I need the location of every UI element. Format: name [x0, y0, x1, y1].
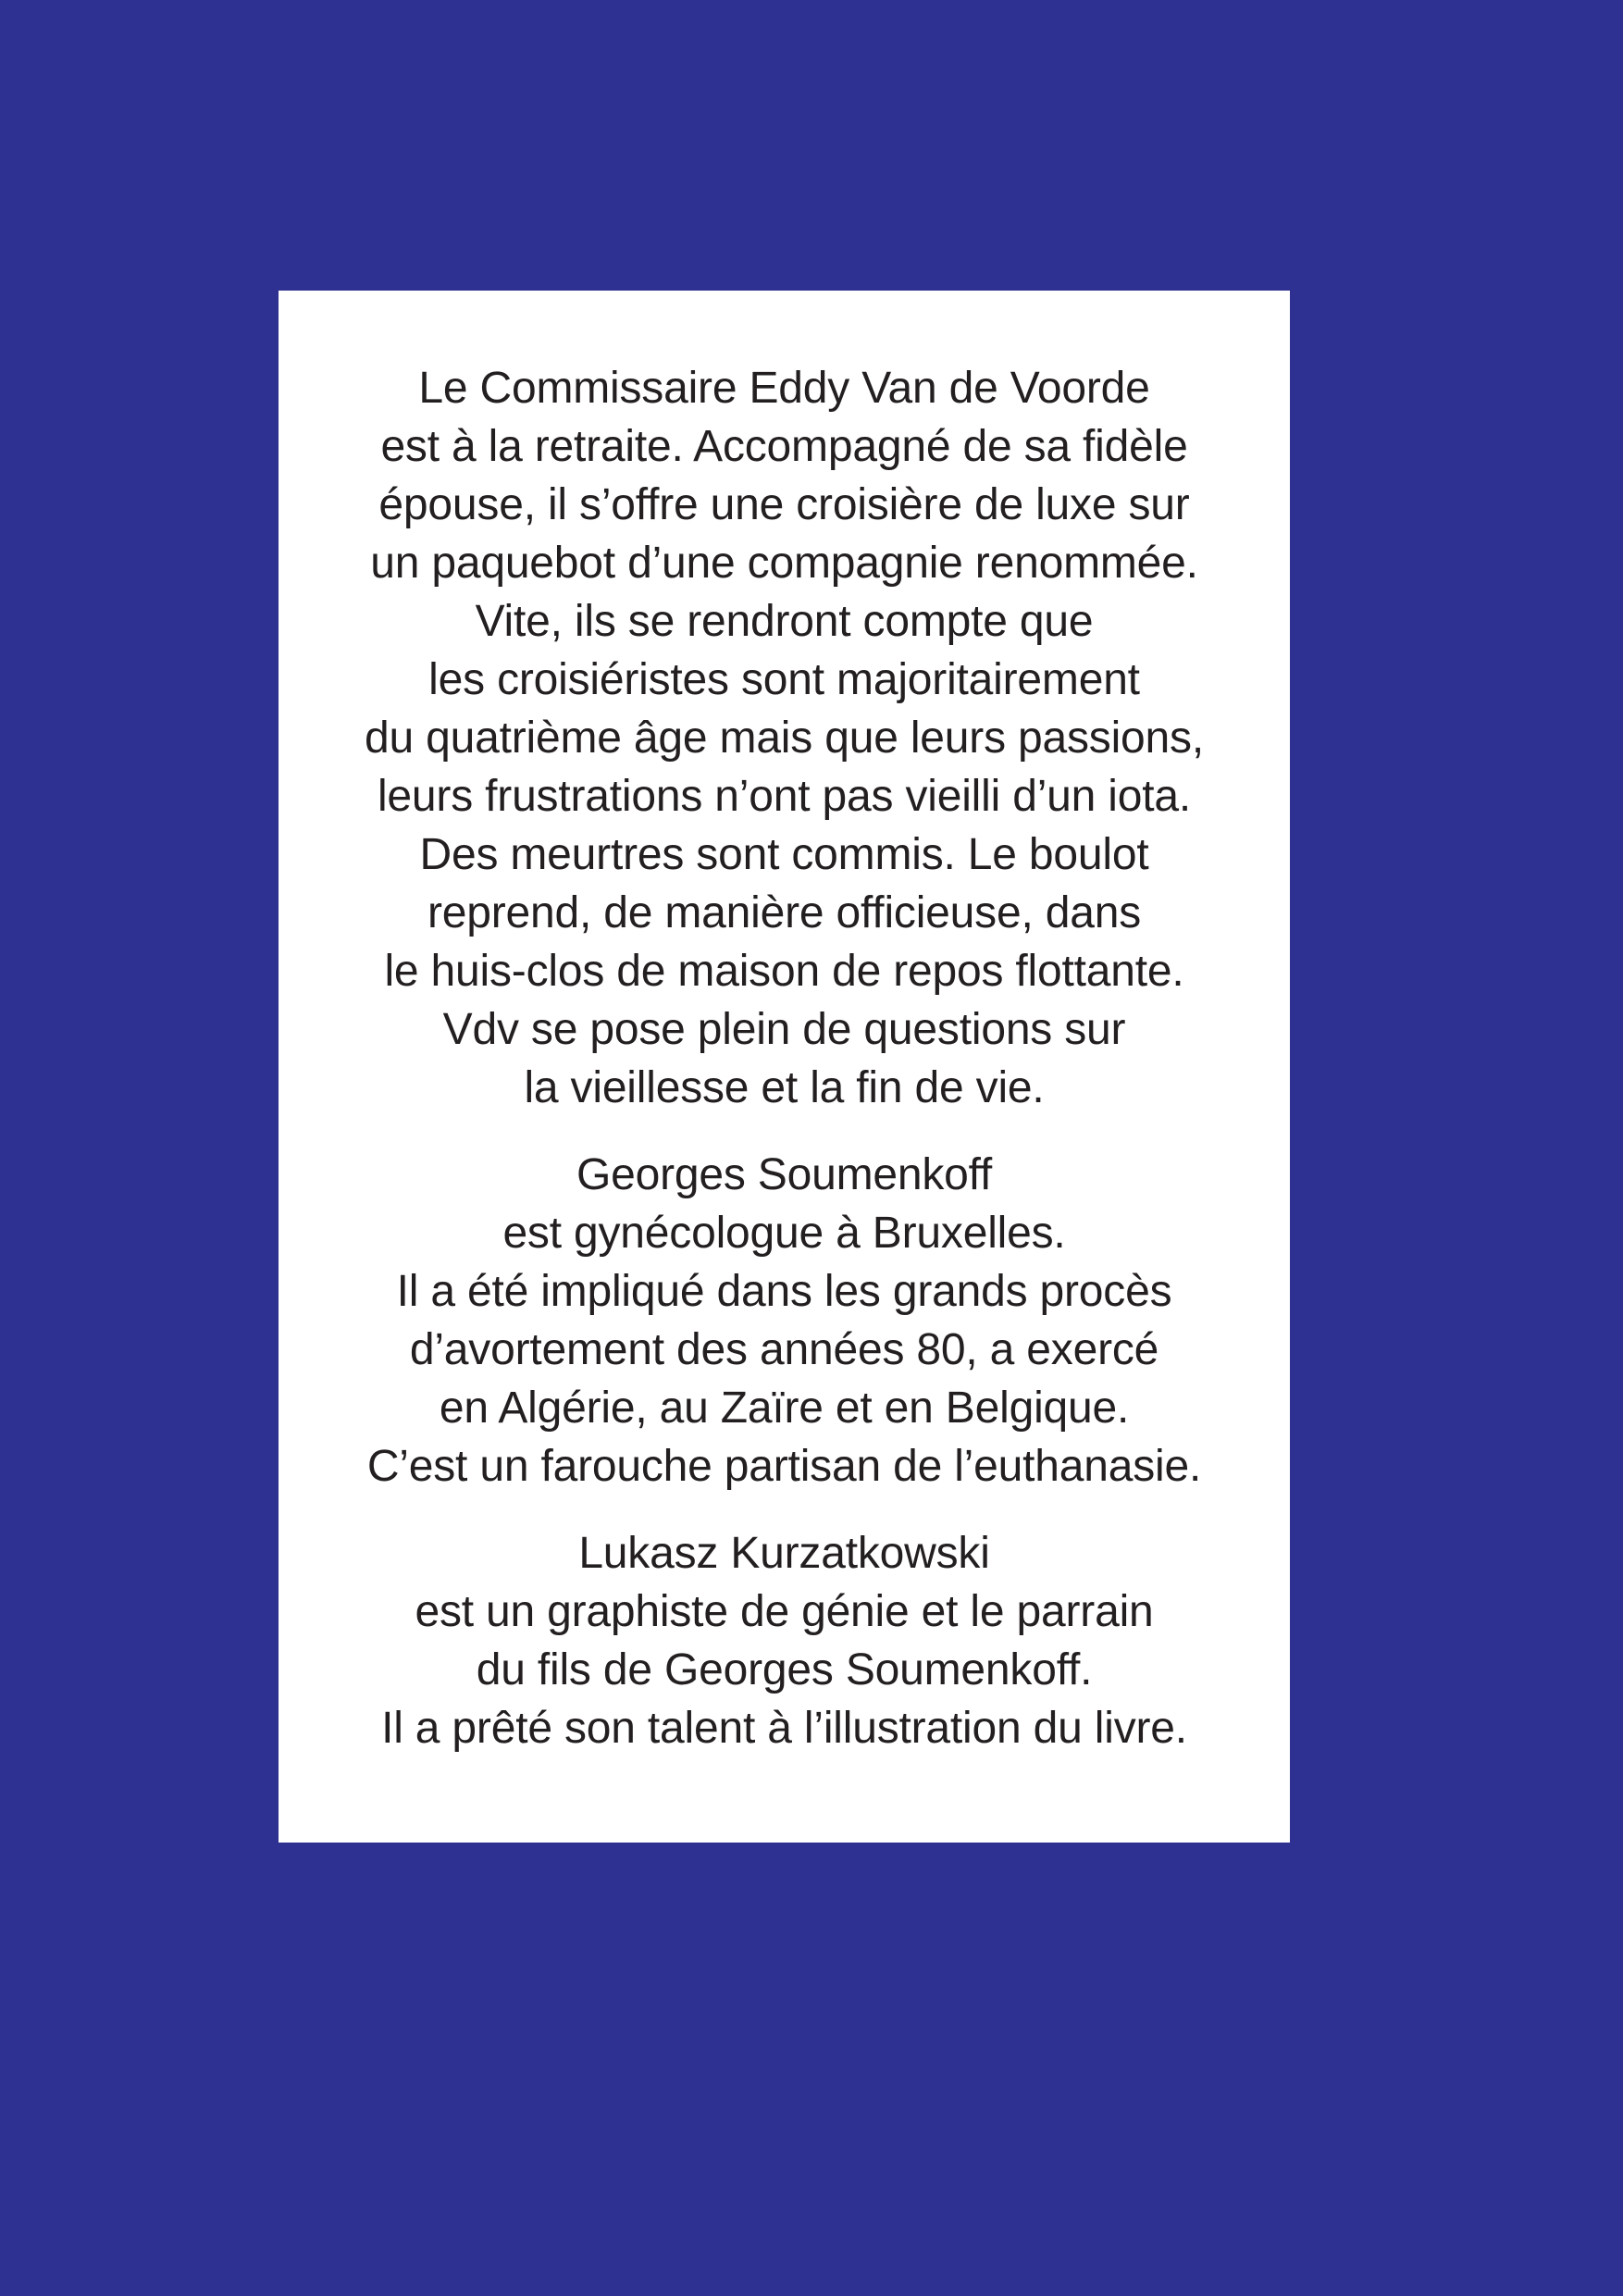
text-line: Il a prêté son talent à l’illustration du livre.: [381, 1704, 1187, 1753]
text-line: C’est un farouche partisan de l’euthanasie.: [366, 1442, 1202, 1491]
text-line: Le Commissaire Eddy Van de Voorde: [418, 364, 1150, 413]
text-line: est un graphiste de génie et le parrain: [415, 1587, 1154, 1636]
author-bio-paragraph: [279, 1146, 1290, 1496]
text-line: la vieillesse et la fin de vie.: [524, 1063, 1045, 1112]
text-line: Georges Soumenkoff: [576, 1150, 993, 1199]
blurb-panel: [279, 291, 1290, 1843]
text-line: Des meurtres sont commis. Le boulot: [419, 830, 1149, 879]
text-line: en Algérie, au Zaïre et en Belgique.: [439, 1384, 1130, 1433]
text-line: les croisiéristes sont majoritairement: [428, 655, 1140, 704]
text-line: est à la retraite. Accompagné de sa fidèle: [380, 422, 1188, 471]
text-line: leurs frustrations n’ont pas vieilli d’un iota.: [377, 772, 1192, 821]
text-line: Il a été impliqué dans les grands procès: [396, 1267, 1172, 1316]
text-line: d’avortement des années 80, a exercé: [409, 1325, 1159, 1374]
text-line: un paquebot d’une compagnie renommée.: [370, 539, 1198, 588]
text-line: Vdv se pose plein de questions sur: [442, 1005, 1126, 1054]
text-line: est gynécologue à Bruxelles.: [502, 1209, 1066, 1258]
text-line: Lukasz Kurzatkowski: [578, 1529, 990, 1578]
text-line: Vite, ils se rendront compte que: [475, 597, 1094, 646]
text-line: du fils de Georges Soumenkoff.: [476, 1645, 1093, 1694]
text-line: le huis-clos de maison de repos flottante.: [384, 947, 1184, 996]
illustrator-bio-paragraph: [279, 1524, 1290, 1757]
text-line: reprend, de manière officieuse, dans: [427, 888, 1142, 937]
text-line: épouse, il s’offre une croisière de luxe sur: [378, 480, 1190, 529]
text-line: du quatrième âge mais que leurs passions,: [365, 714, 1204, 763]
synopsis-paragraph: [279, 359, 1290, 1117]
